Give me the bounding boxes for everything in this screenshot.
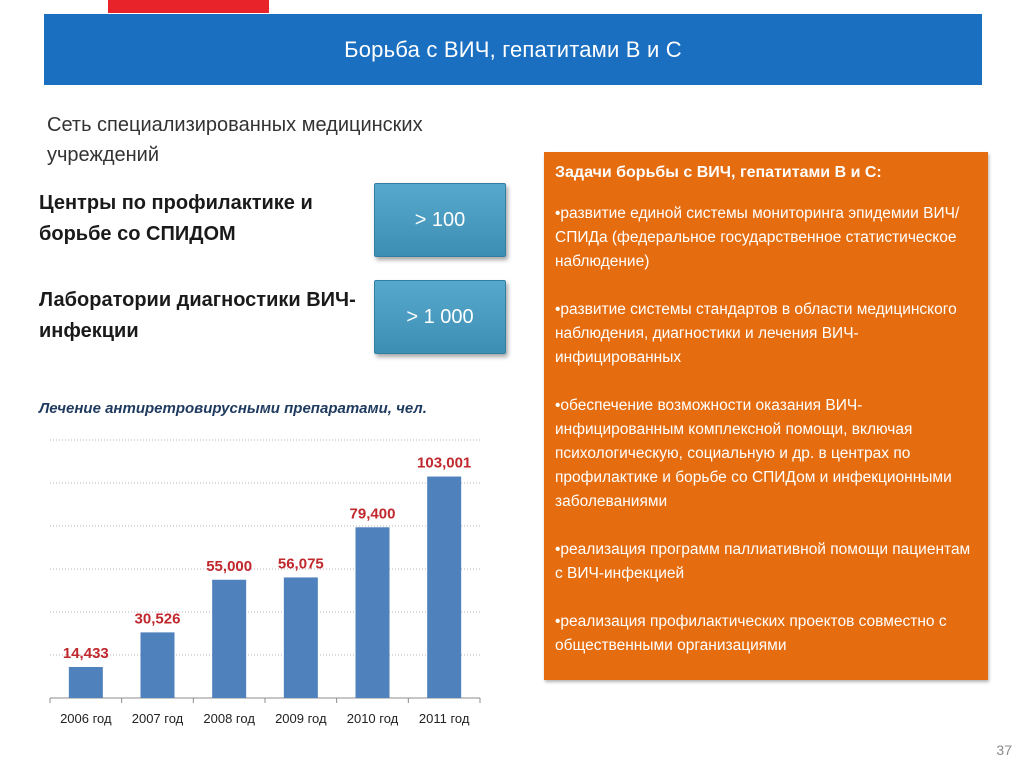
tasks-list: [555, 202, 974, 658]
bar-2006-год: [69, 667, 103, 698]
stat-label-labs: Лаборатории диагностики ВИЧ-инфекции: [39, 289, 356, 342]
x-tick-label: 2006 год: [60, 711, 112, 726]
x-tick-label: 2009 год: [275, 711, 327, 726]
bar-2008-год: [212, 580, 246, 698]
data-label: 30,526: [134, 610, 181, 628]
data-label: 55,000: [206, 557, 253, 575]
bar-2009-год: [284, 577, 318, 698]
data-label: 14,433: [62, 644, 109, 662]
bar-2011-год: [427, 477, 461, 698]
x-tick-label: 2007 год: [131, 711, 184, 726]
bar-chart: [40, 430, 520, 740]
tasks-panel: [544, 152, 988, 680]
data-label: 79,400: [349, 505, 396, 523]
data-label: 103,001: [417, 454, 472, 472]
tasks-title: Задачи борьбы с ВИЧ, гепатитами В и С:: [555, 164, 882, 181]
subtitle: Сеть специализированных медицинских учреждений: [47, 114, 423, 166]
stat-box-labs: > 1 000: [374, 280, 506, 354]
page-title: Борьба с ВИЧ, гепатитами В и С: [344, 36, 682, 62]
page-number: 37: [996, 742, 1012, 758]
x-tick-label: 2008 год: [203, 711, 255, 726]
x-tick-label: 2010 год: [346, 711, 399, 726]
chart-caption: Лечение антиретровирусными препаратами, чел.: [39, 400, 427, 417]
task-item: •реализация программ паллиативной помощи пациентам с ВИЧ-инфекцией: [555, 541, 971, 582]
title-bar: [44, 14, 982, 85]
task-item: •развитие системы стандартов в области медицинского наблюдения, диагностики и лечения ВИЧ-инфицированных: [555, 301, 957, 366]
task-item: •обеспечение возможности оказания ВИЧ-инфицированным комплексной помощи, включая психологическую, социальную и др. в центрах по профилактике и борьбе со СПИДом и инфекционными заболеваниями: [555, 397, 952, 510]
stat-box-centers: > 100: [374, 183, 506, 257]
x-tick-label: 2011 год: [418, 711, 470, 726]
top-accent-bar: [108, 0, 269, 13]
stat-label-centers: Центры по профилактике и борьбе со СПИДОМ: [39, 192, 313, 245]
bar-2010-год: [356, 527, 390, 698]
data-label: 56,075: [277, 555, 324, 573]
task-item: •реализация профилактических проектов совместно с общественными организациями: [555, 613, 947, 654]
bar-2007-год: [141, 632, 175, 698]
task-item: •развитие единой системы мониторинга эпидемии ВИЧ/СПИДа (федеральное государственное статистическое наблюдение): [555, 205, 960, 270]
